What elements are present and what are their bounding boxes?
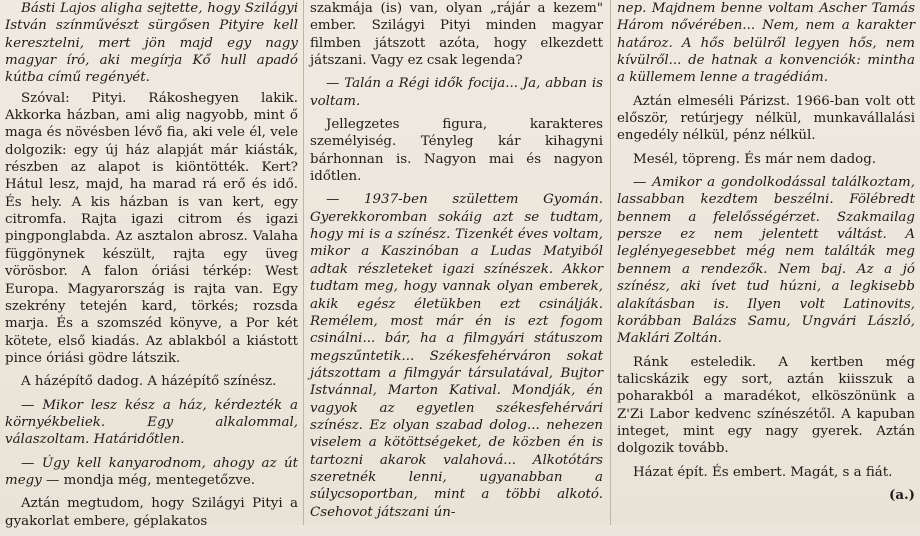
paragraph: szakmája (is) van, olyan „rájár a kezem" ember. Szilágyi Pityi minden magyar filmben játszott azóta, hogy elkezdett játszani. Vagy ez csak legenda? (310, 1, 603, 69)
attribution-text: — mondja még, mentegetőzve. (41, 472, 256, 488)
quote-text: — Úgy kell kanyarodnom, ahogy az út megy (5, 455, 298, 488)
column-divider (303, 0, 304, 525)
article-column-1 (5, 0, 298, 536)
quote-paragraph (5, 455, 298, 490)
article-column-2 (310, 0, 603, 527)
paragraph: Ránk esteledik. A kertben még talicskázik egy sort, aztán kiisszuk a poharakból a maradékot, elköszönünk a Z'Zi Labor kedvenc színészétől. A kapuban integet, mint egy nagy gyerek. Aztán dolgozik tovább. (617, 354, 915, 457)
paragraph: A házépítő dadog. A házépítő színész. (21, 374, 277, 390)
paragraph: Mesél, töpreng. És már nem dadog. (633, 151, 877, 167)
paragraph: Aztán elmeséli Párizst. 1966-ban volt ott először, retúrjegy nélkül, munkavállalási engedély nélkül, pénz nélkül. (617, 93, 915, 144)
paragraph: Básti Lajos aligha sejtette, hogy Szilágyi István színművészt sürgősen Pityire kell keresztelni, mert jön majd egy nagy magyar író, aki megírja Kő hull apadó kútba című regényét. (5, 1, 298, 86)
quote-paragraph: — 1937-ben születtem Gyomán. Gyerekkoromban sokáig azt se tudtam, hogy mi is a színész. Tizenkét éves voltam, mikor a Kaszinóban a Ludas Matyiból adtak részleteket igazi színészek. Akkor tudtam meg, hogy vannak olyan emberek, akik egész életükben ezt csinálják. Remélem, most már én is ezt fogom csinálni... bár, ha a filmgyári státuszom megszűntetik... Székesfehérváron sokat játszottam a filmgyár társulatával, Bujtor Istvánnal, Marton Katival. Mondják, én vagyok az egyetlen székesfehérvári színész. Ez olyan szabad dolog... nehezen viselem a kötöttségeket, de közben én is tartozni akarok valahová... Alkotótárs szeretnék lenni, ugyanabban a súlycsoportban, mint a többi alkotó. Csehovot játszani ún- (310, 192, 603, 520)
quote-paragraph: — Mikor lesz kész a ház, kérdezték a környékbeliek. Egy alkalommal, válaszoltam. Határidőtlen. (5, 397, 298, 448)
paragraph: Házat épít. És embert. Magát, s a fiát. (633, 464, 893, 480)
quote-paragraph: — Talán a Régi idők focija... Ja, abban is voltam. (310, 76, 603, 109)
paragraph: Szóval: Pityi. Rákoshegyen lakik. Akkorka házban, ami alig nagyobb, mint ő maga és növésben lévő fia, aki vele él, vele dolgozik: egy új ház alapját már kiásták, részben az alapot is kiöntötték. Kert? Hátul lesz, majd, ha marad rá erő és idő. És hely. A kis házban is van kert, egy citromfa. Rajta igazi citrom és igazi pingponglabda. Az asztalon abrosz. Valaha függönynek készült, rajta egy üveg vörösbor. A falon óriási térkép: West Europa. Magyarország is rajta van. Egy szekrény tetején kard, törkés; rozsda marja. És a szomszéd könyve, a Por két kötete, első kiadás. Az ablakból a kiástott pince óriási gödre látszik. (5, 90, 298, 366)
paragraph: Jellegzetes figura, karakteres személyiség. Tényleg kár kihagyni bárhonnan is. Nagyon mai és nagyon időtlen. (310, 117, 603, 185)
quote-paragraph: nep. Majdnem benne voltam Ascher Tamás Három nővérében... Nem, nem a karakter határoz. A hős belülről legyen hős, nem kívülről... de hatnak a konvenciók: mintha a küllemem lenne a tragédiám. (617, 1, 915, 86)
quote-paragraph: — Amikor a gondolkodással találkoztam, lassabban kezdtem beszélni. Fölébredt bennem a felelősségérzet. Szakmailag persze ez nem jelentett váltást. A leglényegesebbet még nem találták meg bennem a rendezők. Nem baj. Az a jó színész, aki ívet tud húzni, a legkisebb alakításban is. Ilyen volt Latinovits, korábban Balázs Samu, Ungvári László, Maklári Zoltán. (617, 175, 915, 347)
author-signature: (a.) (888, 486, 915, 503)
article-column-3 (617, 0, 915, 504)
column-divider (610, 0, 611, 525)
paragraph: Aztán megtudom, hogy Szilágyi Pityi a gyakorlat embere, géplakatos (5, 496, 298, 529)
